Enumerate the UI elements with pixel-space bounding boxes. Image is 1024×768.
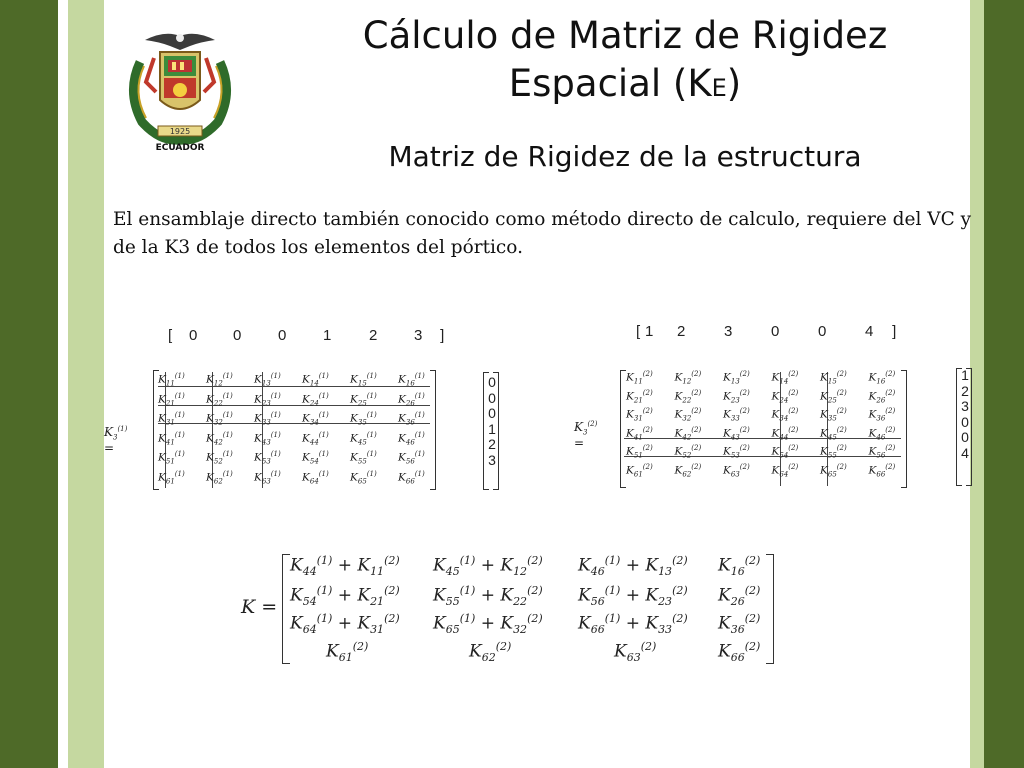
matrix1-entry-56: $K_{56}^{(1)}$: [398, 450, 425, 466]
matrix1-entry-12: $K_{12}^{(1)}$: [206, 372, 233, 388]
matrix2-entry-22: $K_{22}^{(2)}$: [674, 388, 702, 405]
matrix1-entry-25: $K_{25}^{(1)}$: [350, 391, 377, 408]
matrix2-entry-14: $K_{14}^{(2)}$: [771, 370, 799, 386]
global-matrix-entry-1-4: $K_{16}^{(2)}$: [718, 554, 761, 579]
matrix1-label: $K_3^{(1)}$ =: [104, 425, 128, 456]
matrix2-strike-row-5: [624, 456, 901, 457]
matrix2-entry-45: $K_{45}^{(2)}$: [820, 425, 847, 442]
matrix1-entry-22: $K_{22}^{(1)}$: [206, 391, 233, 408]
matrix2-entry-43: $K_{43}^{(2)}$: [723, 425, 750, 442]
global-matrix-entry-2-1: $K_{54}^{(1)} + K_{21}^{(2)}$: [290, 584, 400, 609]
matrix2-strike-row-4: [624, 438, 901, 439]
matrix2-entry-55: $K_{55}^{(2)}$: [820, 444, 847, 460]
matrix2-entry-34: $K_{34}^{(2)}$: [771, 407, 799, 423]
global-matrix-entry-2-3: $K_{56}^{(1)} + K_{23}^{(2)}$: [578, 584, 688, 609]
global-matrix-entry-3-4: $K_{36}^{(2)}$: [718, 612, 761, 637]
matrix2-entry-11: $K_{11}^{(2)}$: [626, 370, 653, 386]
matrix1-entry-41: $K_{41}^{(1)}$: [158, 430, 185, 447]
matrix2-entry-24: $K_{24}^{(2)}$: [771, 388, 799, 405]
matrix2-entry-46: $K_{46}^{(2)}$: [868, 425, 896, 442]
matrix1-entry-44: $K_{44}^{(1)}$: [302, 430, 329, 447]
global-matrix-entry-3-2: $K_{65}^{(1)} + K_{32}^{(2)}$: [433, 612, 543, 637]
global-matrix-entry-1-3: $K_{46}^{(1)} + K_{13}^{(2)}$: [578, 554, 688, 579]
matrix2-entry-35: $K_{35}^{(2)}$: [820, 407, 847, 423]
matrix1-entry-23: $K_{23}^{(1)}$: [254, 391, 281, 408]
matrix1-entry-33: $K_{33}^{(1)}$: [254, 411, 281, 427]
global-matrix-entry-4-2: $K_{62}^{(2)}$: [469, 640, 512, 665]
body-paragraph: El ensamblaje directo también conocido como método directo de calculo, requiere del VC y de la K3 de todos los elementos del pórtico.: [113, 209, 972, 258]
matrix2-top-vector: [ 1 2 3 0 0 4 ]: [636, 323, 897, 340]
matrix1-entry-61: $K_{61}^{(1)}$: [158, 469, 185, 486]
global-matrix-entry-3-1: $K_{64}^{(1)} + K_{31}^{(2)}$: [290, 612, 400, 637]
university-coat-of-arms-logo: [120, 22, 240, 154]
slide-subtitle: Matriz de Rigidez de la estructura: [388, 140, 862, 173]
global-matrix-left-bracket: [282, 554, 290, 664]
title-line-1: Cálculo de Matriz de Rigidez: [362, 14, 888, 57]
logo-country: ECUADOR: [155, 143, 205, 153]
matrix2-entry-42: $K_{42}^{(2)}$: [674, 425, 702, 442]
matrix1-entry-64: $K_{64}^{(1)}$: [302, 469, 329, 486]
left-light-stripe: [68, 0, 104, 768]
matrix2-entry-65: $K_{65}^{(2)}$: [820, 462, 847, 479]
matrix1-entry-11: $K_{11}^{(1)}$: [158, 372, 185, 388]
matrix2-entry-36: $K_{36}^{(2)}$: [868, 407, 896, 423]
matrix2-label: $K_3^{(2)}$ =: [574, 420, 598, 451]
logo-year: 1925: [169, 127, 191, 136]
matrix2-entry-61: $K_{61}^{(2)}$: [626, 462, 653, 479]
global-matrix-entry-4-4: $K_{66}^{(2)}$: [718, 640, 761, 665]
matrix1-entry-62: $K_{62}^{(1)}$: [206, 469, 233, 486]
matrix1-entry-63: $K_{63}^{(1)}$: [254, 469, 281, 486]
matrix1-entry-55: $K_{55}^{(1)}$: [350, 450, 377, 466]
matrix2-entry-51: $K_{51}^{(2)}$: [626, 444, 653, 460]
matrix1-top-vector: [ 0 0 0 1 2 3 ]: [168, 327, 445, 344]
matrix1-entry-66: $K_{66}^{(1)}$: [398, 469, 425, 486]
matrix2-right-bracket: [901, 370, 907, 488]
matrix2-entry-15: $K_{15}^{(2)}$: [820, 370, 847, 386]
matrix2-entry-25: $K_{25}^{(2)}$: [820, 388, 847, 405]
right-light-stripe: [970, 0, 984, 768]
matrix2-entry-31: $K_{31}^{(2)}$: [626, 407, 653, 423]
global-matrix-entry-3-3: $K_{66}^{(1)} + K_{33}^{(2)}$: [578, 612, 688, 637]
matrix2-entry-16: $K_{16}^{(2)}$: [868, 370, 896, 386]
matrix2-entry-53: $K_{53}^{(2)}$: [723, 444, 750, 460]
matrix2-side-vector: 1 2 3 0 0 4: [961, 367, 969, 461]
matrix2-entry-26: $K_{26}^{(2)}$: [868, 388, 896, 405]
left-dark-stripe: [0, 0, 58, 768]
matrix2-entry-63: $K_{63}^{(2)}$: [723, 462, 750, 479]
matrix2-entry-21: $K_{21}^{(2)}$: [626, 388, 653, 405]
matrix2-entry-52: $K_{52}^{(2)}$: [674, 444, 702, 460]
matrix1-entry-26: $K_{26}^{(1)}$: [398, 391, 425, 408]
matrix2-entry-44: $K_{44}^{(2)}$: [771, 425, 799, 442]
matrix1-entry-42: $K_{42}^{(1)}$: [206, 430, 233, 447]
matrix1-entry-24: $K_{24}^{(1)}$: [302, 391, 329, 408]
matrix1-entry-14: $K_{14}^{(1)}$: [302, 372, 329, 388]
matrix1-side-vector: 0 0 0 1 2 3: [488, 374, 496, 468]
matrix1-entry-52: $K_{52}^{(1)}$: [206, 450, 233, 466]
matrix2-entry-56: $K_{56}^{(2)}$: [868, 444, 896, 460]
matrix2-entry-32: $K_{32}^{(2)}$: [674, 407, 702, 423]
global-matrix-entry-1-1: $K_{44}^{(1)} + K_{11}^{(2)}$: [290, 554, 400, 579]
right-dark-stripe: [984, 0, 1024, 768]
matrix1-strike-row-1: [158, 386, 430, 387]
title-line-2: Espacial (KE): [508, 62, 742, 105]
matrix1-entry-45: $K_{45}^{(1)}$: [350, 430, 377, 447]
matrix2-entry-13: $K_{13}^{(2)}$: [723, 370, 750, 386]
matrix1-entry-34: $K_{34}^{(1)}$: [302, 411, 329, 427]
matrix2-entry-23: $K_{23}^{(2)}$: [723, 388, 750, 405]
matrix1-entry-46: $K_{46}^{(1)}$: [398, 430, 425, 447]
matrix2-entry-33: $K_{33}^{(2)}$: [723, 407, 750, 423]
matrix1-entry-32: $K_{32}^{(1)}$: [206, 411, 233, 427]
matrix1-entry-43: $K_{43}^{(1)}$: [254, 430, 281, 447]
matrix2-entry-64: $K_{64}^{(2)}$: [771, 462, 799, 479]
global-matrix-entry-4-3: $K_{63}^{(2)}$: [614, 640, 657, 665]
matrix1-entry-31: $K_{31}^{(1)}$: [158, 411, 185, 427]
matrix1-entry-35: $K_{35}^{(1)}$: [350, 411, 377, 427]
matrix1-entry-36: $K_{36}^{(1)}$: [398, 411, 425, 427]
matrix1-strike-row-3: [158, 423, 430, 424]
slide-title: [300, 12, 950, 112]
matrix2-entry-41: $K_{41}^{(2)}$: [626, 425, 653, 442]
matrix1-strike-row-2: [158, 405, 430, 406]
matrix1-entry-53: $K_{53}^{(1)}$: [254, 450, 281, 466]
matrix1-right-bracket: [430, 370, 436, 490]
global-matrix-entry-2-4: $K_{26}^{(2)}$: [718, 584, 761, 609]
matrix1-entry-21: $K_{21}^{(1)}$: [158, 391, 185, 408]
matrix2-entry-62: $K_{62}^{(2)}$: [674, 462, 702, 479]
matrix1-entry-65: $K_{65}^{(1)}$: [350, 469, 377, 486]
global-matrix-right-bracket: [766, 554, 774, 664]
global-matrix-entry-4-1: $K_{61}^{(2)}$: [326, 640, 369, 665]
matrix1-entry-16: $K_{16}^{(1)}$: [398, 372, 425, 388]
matrix2-entry-12: $K_{12}^{(2)}$: [674, 370, 702, 386]
matrix2-entry-66: $K_{66}^{(2)}$: [868, 462, 896, 479]
global-matrix-label: K =: [241, 596, 278, 618]
global-matrix-entry-2-2: $K_{55}^{(1)} + K_{22}^{(2)}$: [433, 584, 543, 609]
matrix1-entry-13: $K_{13}^{(1)}$: [254, 372, 281, 388]
global-matrix-entry-1-2: $K_{45}^{(1)} + K_{12}^{(2)}$: [433, 554, 543, 579]
matrix1-entry-54: $K_{54}^{(1)}$: [302, 450, 329, 466]
matrix1-entry-15: $K_{15}^{(1)}$: [350, 372, 377, 388]
matrix2-entry-54: $K_{54}^{(2)}$: [771, 444, 799, 460]
matrix1-entry-51: $K_{51}^{(1)}$: [158, 450, 185, 466]
